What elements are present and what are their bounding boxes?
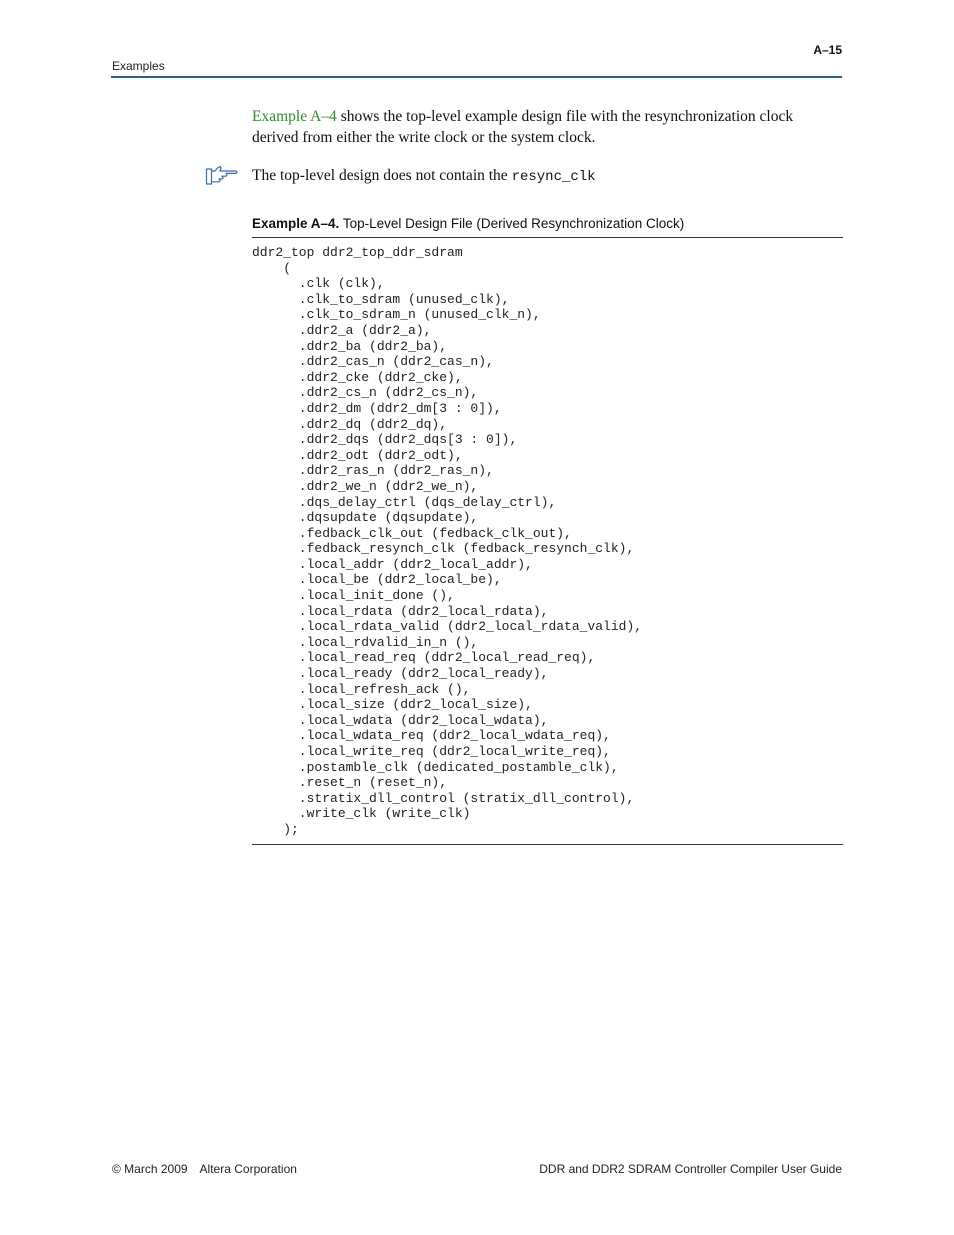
code-line: .ddr2_dq (ddr2_dq), bbox=[252, 416, 448, 432]
example-caption bbox=[252, 216, 684, 231]
header-rule bbox=[111, 76, 842, 78]
example-title: Top-Level Design File (Derived Resynchronization Clock) bbox=[342, 216, 685, 231]
code-line: .fedback_clk_out (fedback_clk_out), bbox=[252, 525, 572, 541]
code-line: ); bbox=[252, 821, 299, 837]
footer-date: © March 2009 bbox=[112, 1162, 188, 1176]
intro-text: shows the top-level example design file with the resynchronization clock derived from either the write clock or the system clock. bbox=[252, 108, 794, 146]
code-line: .local_ready (ddr2_local_ready), bbox=[252, 666, 549, 682]
code-line: .local_refresh_ack (), bbox=[252, 681, 471, 697]
code-line: .local_rdata_valid (ddr2_local_rdata_valid), bbox=[252, 619, 643, 635]
example-cross-reference-link[interactable]: Example A–4 bbox=[252, 108, 337, 125]
code-line: .local_rdvalid_in_n (), bbox=[252, 634, 479, 650]
note-text bbox=[252, 165, 596, 188]
code-line: .ddr2_a (ddr2_a), bbox=[252, 322, 432, 338]
code-line: .clk_to_sdram_n (unused_clk_n), bbox=[252, 307, 541, 323]
example-top-rule bbox=[252, 237, 843, 238]
code-line: .local_wdata_req (ddr2_local_wdata_req), bbox=[252, 728, 611, 744]
code-line: .local_init_done (), bbox=[252, 588, 455, 604]
footer-left bbox=[112, 1162, 297, 1176]
code-line: .ddr2_odt (ddr2_odt), bbox=[252, 447, 463, 463]
intro-paragraph bbox=[252, 106, 832, 148]
code-line: .local_write_req (ddr2_local_write_req), bbox=[252, 744, 611, 759]
code-line: .ddr2_dqs (ddr2_dqs[3 : 0]), bbox=[252, 432, 518, 448]
footer-doc-title: DDR and DDR2 SDRAM Controller Compiler User Guide bbox=[539, 1162, 842, 1176]
code-line: .dqsupdate (dqsupdate), bbox=[252, 510, 479, 526]
page-number: A–15 bbox=[813, 43, 842, 57]
example-label: Example A–4. bbox=[252, 216, 340, 231]
code-line: .ddr2_ras_n (ddr2_ras_n), bbox=[252, 463, 494, 479]
code-line: .reset_n (reset_n), bbox=[252, 775, 448, 791]
code-line: .local_be (ddr2_local_be), bbox=[252, 572, 502, 588]
code-line: .ddr2_ba (ddr2_ba), bbox=[252, 338, 448, 354]
pointing-hand-icon bbox=[205, 164, 239, 186]
code-line: .clk (clk), bbox=[252, 276, 385, 292]
code-line: .clk_to_sdram (unused_clk), bbox=[252, 291, 510, 307]
code-line: .local_rdata (ddr2_local_rdata), bbox=[252, 603, 549, 619]
code-line: .local_addr (ddr2_local_addr), bbox=[252, 556, 533, 572]
code-line: .local_size (ddr2_local_size), bbox=[252, 697, 533, 713]
code-line: .ddr2_cas_n (ddr2_cas_n), bbox=[252, 354, 494, 370]
code-line: .local_wdata (ddr2_local_wdata), bbox=[252, 712, 549, 728]
code-line: .dqs_delay_ctrl (dqs_delay_ctrl), bbox=[252, 494, 557, 510]
note-text-body: The top-level design does not contain the bbox=[252, 167, 512, 184]
code-line: .stratix_dll_control (stratix_dll_control), bbox=[252, 790, 635, 806]
code-line: .ddr2_cs_n (ddr2_cs_n), bbox=[252, 385, 479, 401]
note-code-signal: resync_clk bbox=[511, 169, 596, 185]
code-line: .write_clk (write_clk) bbox=[252, 806, 471, 822]
footer-company: Altera Corporation bbox=[199, 1162, 297, 1176]
code-line: .local_read_req (ddr2_local_read_req), bbox=[252, 650, 596, 666]
code-line: .postamble_clk (dedicated_postamble_clk), bbox=[252, 759, 619, 775]
code-line: .ddr2_dm (ddr2_dm[3 : 0]), bbox=[252, 400, 502, 416]
code-line: ddr2_top ddr2_top_ddr_sdram bbox=[252, 245, 463, 260]
code-line: .fedback_resynch_clk (fedback_resynch_clk), bbox=[252, 541, 635, 557]
example-bottom-rule bbox=[252, 844, 843, 845]
running-header-section: Examples bbox=[112, 59, 165, 73]
code-line: .ddr2_cke (ddr2_cke), bbox=[252, 369, 463, 385]
code-listing bbox=[252, 245, 642, 838]
code-line: .ddr2_we_n (ddr2_we_n), bbox=[252, 478, 479, 494]
code-line: ( bbox=[252, 260, 292, 276]
